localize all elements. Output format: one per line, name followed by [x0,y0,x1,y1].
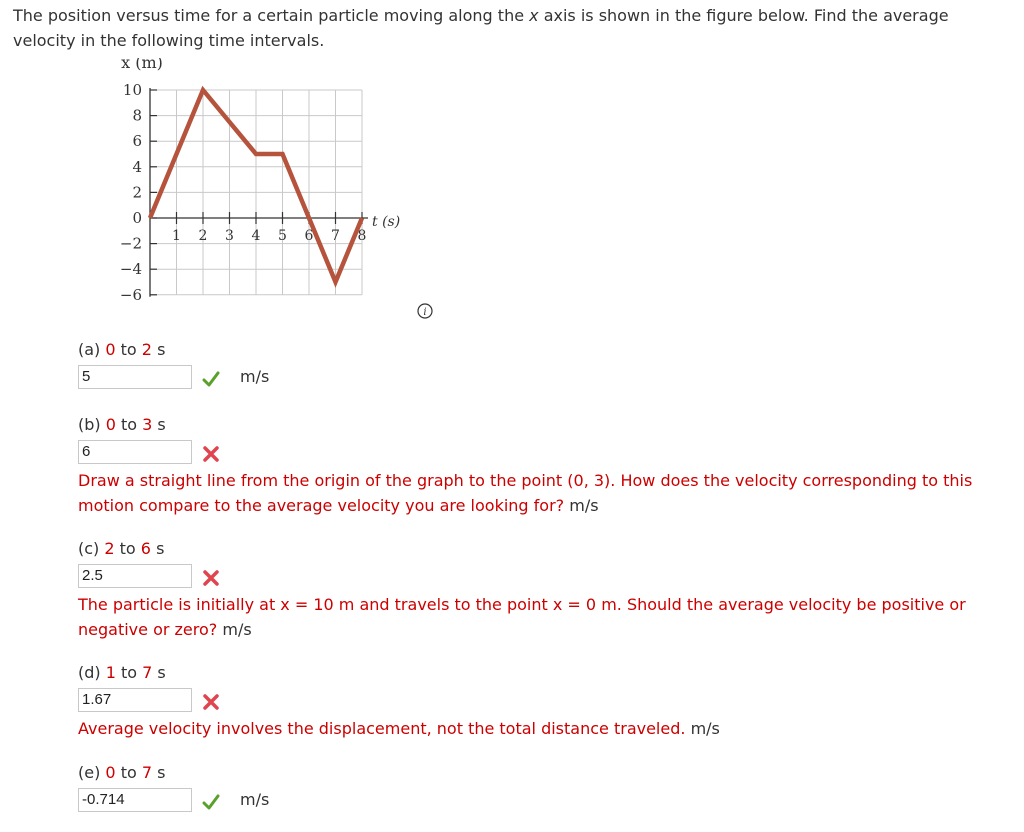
part-b [78,415,993,518]
x-tick-label: 2 [198,228,208,244]
graph-svg [100,58,400,308]
part-a-unit: m/s [240,367,270,386]
y-tick-label: −2 [119,234,142,253]
x-tick-label: 8 [357,228,367,244]
part-b-label: (b) 0 to 3 s [78,415,166,434]
part-e-unit: m/s [240,790,270,809]
question-prompt [13,3,1003,53]
x-tick-label: 4 [251,228,261,244]
part-e-answer-input[interactable]: -0.714 [78,788,192,812]
part-c-label: (c) 2 to 6 s [78,539,165,558]
y-tick-label: 6 [132,132,142,151]
y-tick-label: 2 [132,183,142,202]
part-e [78,763,270,816]
check-icon [202,793,220,811]
y-tick-label: 8 [132,106,142,125]
x-tick-label: 3 [225,228,234,244]
position-time-graph [100,58,400,312]
part-a [78,340,270,393]
cross-icon [202,445,220,463]
part-d-label: (d) 1 to 7 s [78,663,166,682]
part-e-label: (e) 0 to 7 s [78,763,166,782]
x-tick-label: 5 [278,228,287,244]
y-tick-label: 10 [122,81,142,99]
check-icon [202,370,220,388]
cross-icon [202,693,220,711]
info-icon[interactable] [417,303,433,319]
x-tick-label: 1 [172,228,181,244]
part-a-answer-input[interactable]: 5 [78,365,192,389]
prompt-before: The position versus time for a certain particle moving along the [13,6,530,25]
prompt-after: axis is shown in the figure below. Find the average velocity in the following time intervals. [13,6,949,50]
part-d-hint: Average velocity involves the displacement, not the total distance traveled. m/s [78,719,720,738]
prompt-variable: x [529,6,539,25]
part-d-answer-input[interactable]: 1.67 [78,688,192,712]
y-tick-label: 0 [132,209,142,227]
cross-icon [202,569,220,587]
y-axis-label: x (m) [121,58,163,72]
y-tick-label: 4 [132,157,142,176]
part-c-hint: The particle is initially at x = 10 m and travels to the point x = 0 m. Should the average velocity be positive or negative or zero? m/s [78,595,966,639]
x-tick-label: 6 [304,228,314,244]
y-tick-label: −4 [119,260,142,279]
part-b-hint: Draw a straight line from the origin of the graph to the point (0, 3). How does the velocity corresponding to this motion compare to the average velocity you are looking for? m/s [78,471,973,515]
part-b-answer-input[interactable]: 6 [78,440,192,464]
part-d [78,663,993,741]
x-axis-label: t (s) [372,214,400,230]
part-c-answer-input[interactable]: 2.5 [78,564,192,588]
part-a-label: (a) 0 to 2 s [78,340,166,359]
x-tick-label: 7 [331,228,340,244]
part-c [78,539,993,642]
y-tick-label: −6 [119,285,142,304]
svg-text:i: i [423,307,427,318]
